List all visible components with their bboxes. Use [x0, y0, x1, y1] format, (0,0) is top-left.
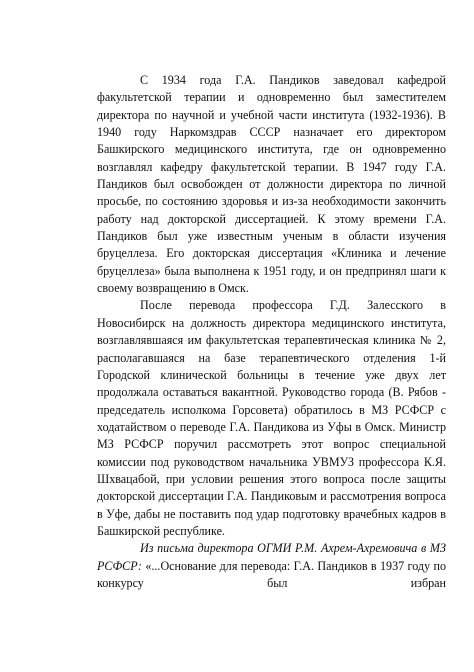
paragraph-1 [97, 72, 446, 297]
paragraph-1-text: С 1934 года Г.А. Пандиков заведовал кафедрой факультетской терапии и одновременно был заместителем директора по научной и учебной части института (1932-1936). В 1940 году Наркомздрав СССР назначает его директором Башкирского медицинского института, где он одновременно возглавлял кафедру факультетской терапии. В 1947 году Г.А. Пандиков был освобожден от должности директора по личной просьбе, по состоянию здоровья и из-за необходимости закончить работу над докторской диссертацией. К этому времени Г.А. Пандиков был уже известным ученым в области изучения бруцеллеза. Его докторская диссертация «Клиника и лечение бруцеллеза» была выполнена к 1951 году, и он предпринял шаги к своему возвращению в Омск. [97, 73, 446, 296]
paragraph-3 [97, 540, 446, 592]
paragraph-2 [97, 297, 446, 540]
paragraph-3-text: «...Основание для перевода: Г.А. Пандиков в 1937 году по конкурсу был избран [97, 558, 446, 590]
letter-source-heading: Из письма директора ОГМИ Р.М. Ахрем-Ахремовича в МЗ РСФСР: [97, 541, 446, 573]
paragraph-2-text: После перевода профессора Г.Д. Залесского в Новосибирск на должность директора медицинского института, возглавлявшаяся им факультетская терапевтическая клиника № 2, располагавшаяся на базе терапевтического отделения 1-й Городской клинической больницы в течение уже двух лет продолжала оставаться вакантной. Руководство города (В. Рябов - председатель исполкома Горсовета) обратилось в МЗ РСФСР с ходатайством о переводе Г.А. Пандикова из Уфы в Омск. Министр МЗ РСФСР поручил рассмотреть этот вопрос специальной комиссии под руководством начальника УВМУЗ профессора К.Я. Шхвацабой, при условии решения этого вопроса после защиты докторской диссертации Г.А. Пандиковым и рассмотрения вопроса в Уфе, дабы не поставить под удар подготовку врачебных кадров в Башкирской республике. [97, 298, 446, 538]
document-page [97, 72, 446, 592]
